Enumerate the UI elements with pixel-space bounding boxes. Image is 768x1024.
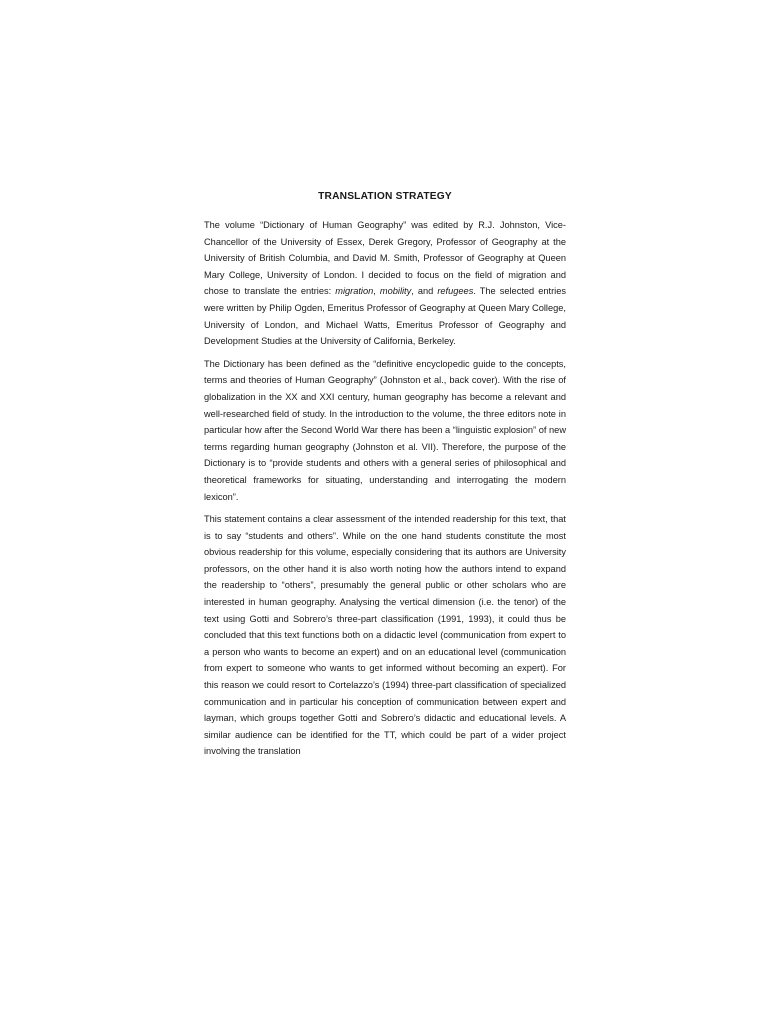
term-migration: migration [335, 286, 374, 297]
paragraph-1 [204, 217, 566, 350]
paragraph-3: This statement contains a clear assessment of the intended readership for this text, that is to say “students and others”. While on the one hand students constitute the most obvious readership for this volume, especially considering that its authors are University professors, on the other hand it is also worth noting how the authors intend to expand the readership to “others”, presumably the general public or other scholars who are interested in human geography. Analysing the vertical dimension (i.e. the tenor) of the text using Gotti and Sobrero’s three-part classification (1991, 1993), it could thus be concluded that this text functions both on a didactic level (communication from expert to a person who wants to become an expert) and on an educational level (communication from expert to someone who wants to get informed without becoming an expert). For this reason we could resort to Cortelazzo’s (1994) three-part classification of specialized communication and in particular his conception of communication between expert and layman, which groups together Gotti and Sobrero’s didactic and educational levels. A similar audience can be identified for the TT, which could be part of a wider project involving the translation [204, 514, 566, 757]
paragraph-2: The Dictionary has been defined as the “definitive encyclopedic guide to the concepts, terms and theories of Human Geography” (Johnston et al., back cover). With the rise of globalization in the XX and XXI century, human geography has become a relevant and well-researched field of study. In the introduction to the volume, the three editors note in particular how after the Second World War there has been a “linguistic explosion” of new terms regarding human geography (Johnston et al. VII). Therefore, the purpose of the Dictionary is to “provide students and others with a general series of philosophical and theoretical frameworks for situating, understanding and interrogating the modern lexicon”. [204, 358, 566, 502]
paragraph-1-part-2: . The selected entries were written by Philip Ogden, Emeritus Professor of Geography at Queen Mary College, University of London, and Michael Watts, Emeritus Professor of Geography and Development Studies at the University of California, Berkeley. [204, 286, 566, 347]
text-block [204, 190, 566, 766]
paragraph-1-separator-2: , and [411, 286, 438, 297]
term-mobility: mobility [379, 286, 412, 297]
section-title: TRANSLATION STRATEGY [318, 191, 452, 202]
paragraph-1-separator-1: , [373, 286, 380, 297]
term-refugees: refugees [437, 286, 474, 297]
paragraph-1-part-1: The volume “Dictionary of Human Geography” was edited by R.J. Johnston, Vice-Chancellor of the University of Essex, Derek Gregory, Professor of Geography at the University of British Columbia, and David M. Smith, Professor of Geography at Queen Mary College, University of London. I decided to focus on the field of migration and chose to translate the entries: [204, 220, 566, 297]
